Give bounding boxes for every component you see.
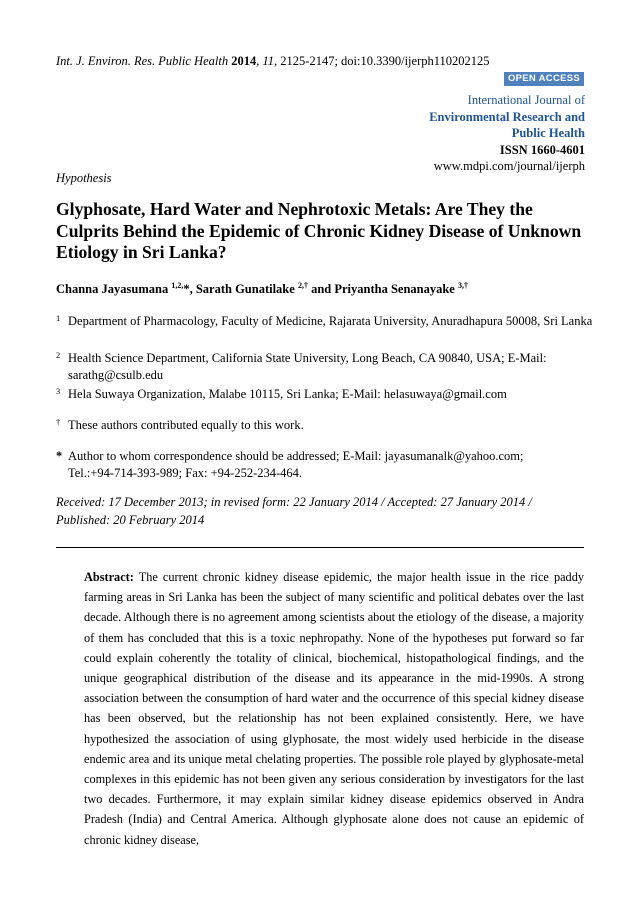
correspondence-line1: Author to whom correspondence should be addressed; E-Mail: jayasumanalk@yahoo.com;	[68, 449, 524, 463]
author-corresponding-mark: *	[183, 282, 190, 297]
abstract-text: The current chronic kidney disease epidemic, the major health issue in the rice paddy farming areas in Sri Lanka has been the subject of many scientific and political debates over the last decade. Although there is no agreement among scientists about the etiology of the disease, a majority of them has concluded that this is a toxic nephropathy. None of the hypotheses put forward so far could explain coherently the totality of clinical, biochemical, histopathological findings, and the unique geographical distribution of the disease and its appearance in the mid-1990s. A strong association between the consumption of hard water and the occurrence of this special kidney disease has been observed, but the relationship has not been explained consistently. Here, we have hypothesized the association of using glyphosate, the most widely used herbicide in the disease endemic area and its unique metal chelating properties. The possible role played by glyphosate-metal complexes in this epidemic has not been given any serious consideration by investigators for the last two decades. Furthermore, it may explain similar kidney disease epidemics observed in Andra Pradesh (India) and Central America. Although glyphosate alone does not cause an epidemic of chronic kidney disease,	[84, 570, 584, 847]
article-dates	[56, 493, 596, 529]
affiliation-1	[56, 313, 596, 330]
author-affil-sup: 3,†	[457, 281, 468, 290]
citation-volume: 11	[262, 54, 275, 68]
asterisk-mark: *	[56, 449, 63, 463]
citation-line: Int. J. Environ. Res. Public Health 2014, 11, 2125-2147; doi:10.3390/ijerph110202125	[56, 54, 490, 68]
abstract	[84, 567, 584, 850]
dates-line2: Published: 20 February 2014	[56, 513, 205, 527]
journal-url[interactable]: www.mdpi.com/journal/ijerph	[433, 159, 585, 173]
affiliation-2	[56, 350, 596, 384]
affiliation-text: Hela Suwaya Organization, Malabe 10115, Sri Lanka; E-Mail: helasuwaya@gmail.com	[68, 387, 507, 401]
article-title: Glyphosate, Hard Water and Nephrotoxic Metals: Are They the Culprits Behind the Epidemic of Chronic Kidney Disease of Unknown Etiology in Sri Lanka?	[56, 199, 582, 262]
author-name: Priyantha Senanayake	[334, 282, 455, 297]
journal-info	[429, 92, 585, 175]
correspondence-note	[56, 448, 596, 482]
journal-name-line1: International Journal of	[467, 93, 585, 107]
affiliation-number: 1	[56, 313, 61, 323]
equal-contribution-note	[56, 417, 596, 434]
citation-rest: , 2125-2147; doi:10.3390/ijerph110202125	[274, 54, 490, 68]
header-divider	[56, 547, 584, 548]
affiliation-text: Department of Pharmacology, Faculty of Medicine, Rajarata University, Anuradhapura 50008, Sri Lanka	[68, 314, 593, 328]
affiliation-text: Health Science Department, California State University, Long Beach, CA 90840, USA; E-Mail: sarathg@csulb.edu	[68, 351, 547, 382]
affiliation-number: 2	[56, 350, 61, 360]
abstract-label: Abstract:	[84, 570, 134, 584]
journal-issn: ISSN 1660-4601	[499, 142, 585, 157]
author-list	[56, 281, 468, 297]
author-name: Sarath Gunatilake	[195, 282, 295, 297]
author-separator: and	[307, 282, 335, 297]
author-name: Channa Jayasumana	[56, 282, 169, 297]
author-affil-sup: 1,2,	[171, 281, 184, 290]
journal-name-line2: Environmental Research and	[429, 109, 585, 124]
author-separator: ,	[189, 282, 196, 297]
affiliation-number: 3	[56, 386, 61, 396]
journal-name-line3: Public Health	[511, 126, 585, 140]
affiliation-3	[56, 386, 596, 403]
dates-line1: Received: 17 December 2013; in revised form: 22 January 2014 / Accepted: 27 January 2014 /	[56, 495, 532, 509]
open-access-badge: OPEN ACCESS	[504, 72, 584, 86]
correspondence-line2: Tel.:+94-714-393-989; Fax: +94-252-234-464.	[68, 466, 303, 480]
citation-journal: Int. J. Environ. Res. Public Health	[56, 54, 229, 68]
equal-contribution-text: These authors contributed equally to this work.	[68, 418, 304, 432]
citation-year: 2014	[231, 54, 257, 68]
dagger-mark: †	[56, 417, 61, 427]
author-affil-sup: 2,†	[297, 281, 308, 290]
article-type: Hypothesis	[56, 171, 112, 185]
